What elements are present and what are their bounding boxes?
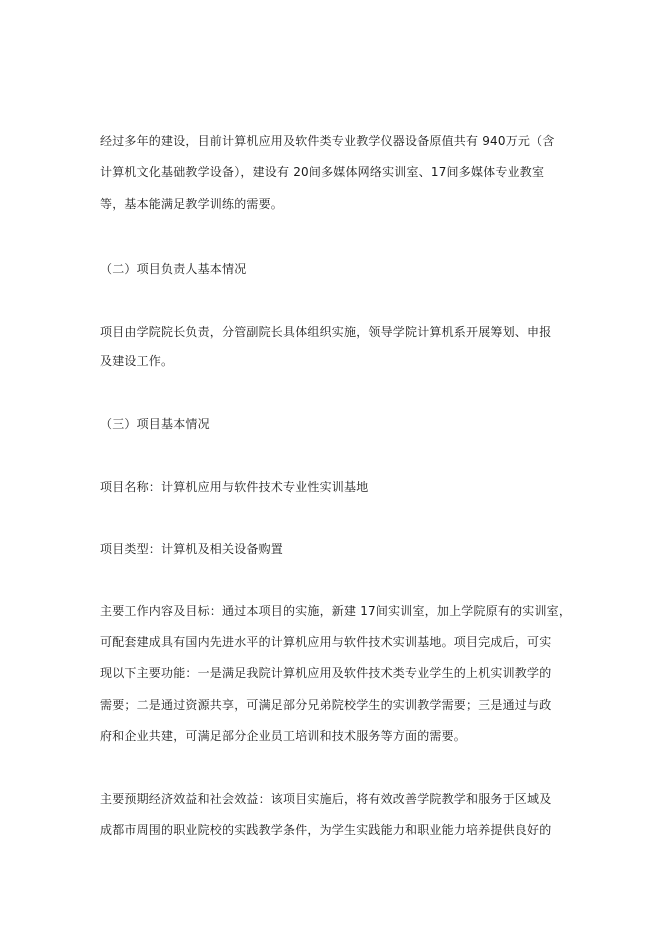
paragraph-line: 项目由学院院长负责，分管副院长具体组织实施，领导学院计算机系开展筹划、申报 (100, 325, 552, 339)
section-heading: （三）项目基本情况 (100, 417, 210, 431)
project-type: 项目类型：计算机及相关设备购置 (100, 542, 284, 556)
paragraph-line: 现以下主要功能：一是满足我院计算机应用及软件技术类专业学生的上机实训教学的 (100, 666, 552, 680)
paragraph-line: 计算机文化基础教学设备），建设有 20间多媒体网络实训室、17间多媒体专业教室 (100, 165, 545, 179)
project-name: 项目名称：计算机应用与软件技术专业性实训基地 (100, 480, 369, 494)
paragraph-line: 主要预期经济效益和社会效益：该项目实施后，将有效改善学院教学和服务于区域及 (100, 792, 552, 806)
paragraph-line: 经过多年的建设，目前计算机应用及软件类专业教学仪器设备原值共有 940万元（含 (100, 134, 555, 148)
paragraph-line: 成都市周围的职业院校的实践教学条件，为学生实践能力和职业能力培养提供良好的 (100, 823, 552, 837)
paragraph-line: 需要；二是通过资源共享，可满足部分兄弟院校学生的实训教学需要；三是通过与政 (100, 698, 552, 712)
paragraph-line: 及建设工作。 (100, 354, 174, 368)
paragraph-line: 可配套建成具有国内先进水平的计算机应用与软件技术实训基地。项目完成后，可实 (100, 635, 552, 649)
paragraph-line: 等，基本能满足教学训练的需要。 (100, 197, 284, 211)
paragraph-line: 主要工作内容及目标：通过本项目的实施，新建 17间实训室，加上学院原有的实训室， (100, 604, 572, 618)
paragraph-line: 府和企业共建，可满足部分企业员工培训和技术服务等方面的需要。 (100, 729, 467, 743)
section-heading: （二）项目负责人基本情况 (100, 262, 247, 276)
